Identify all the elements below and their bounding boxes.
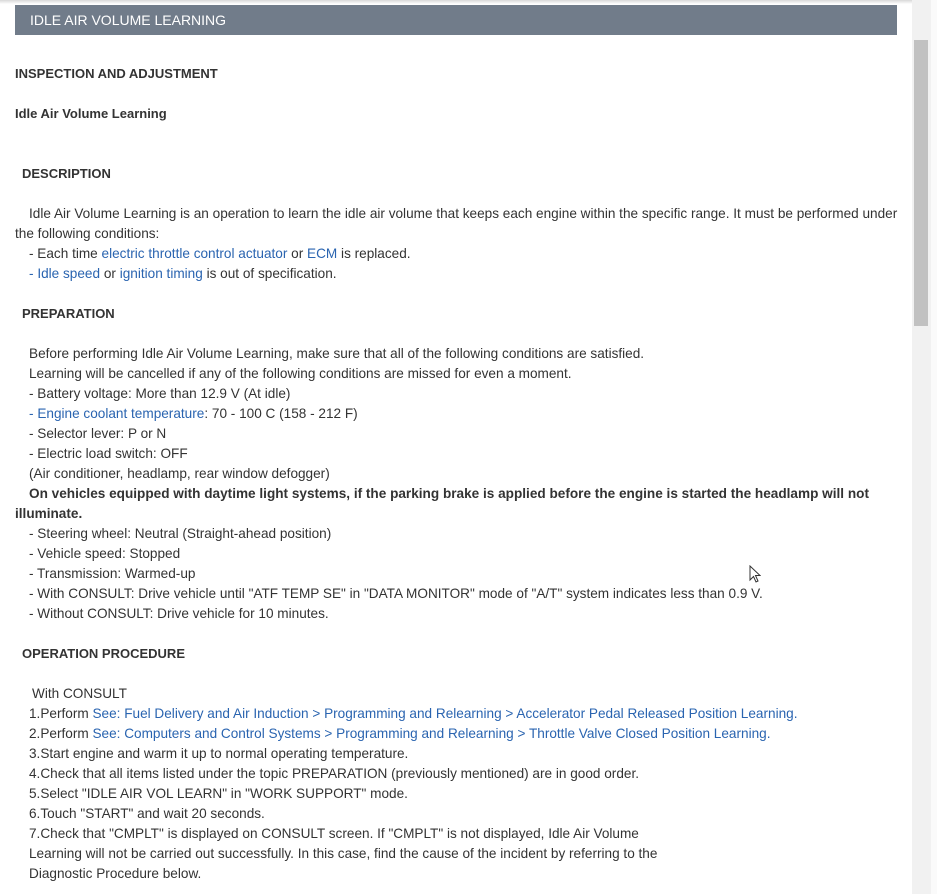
text-line (15, 364, 900, 384)
text-line (15, 444, 900, 464)
text-line (15, 344, 900, 364)
reference-link[interactable]: Engine coolant temperature (37, 406, 205, 421)
text-line (15, 864, 900, 884)
scrollbar-edge (931, 0, 937, 894)
section-heading (15, 304, 900, 324)
text-line (15, 484, 900, 524)
text-segment: (Air conditioner, headlamp, rear window defogger) (29, 466, 330, 481)
mouse-cursor-icon (749, 565, 761, 583)
text-line (15, 464, 900, 484)
text-line (15, 204, 900, 244)
text-segment: - With CONSULT: Drive vehicle until "ATF TEMP SE" in "DATA MONITOR" mode of "A/T" system indicates less than 0.9 V. (29, 586, 763, 601)
section-header (15, 5, 897, 35)
text-segment: 1.Perform (29, 706, 93, 721)
section-title: IDLE AIR VOLUME LEARNING (30, 12, 227, 28)
text-segment: Diagnostic Procedure below. (29, 866, 202, 881)
reference-link[interactable]: See: Computers and Control Systems > Programming and Relearning > Throttle Valve Closed Position Learning. (92, 726, 771, 741)
reference-link[interactable]: ignition timing (119, 266, 203, 281)
reference-link[interactable]: - (29, 406, 38, 421)
text-line (15, 424, 900, 444)
text-segment: Idle Air Volume Learning (15, 106, 167, 121)
text-segment: is out of specification. (202, 266, 337, 281)
text-segment: or (287, 246, 308, 261)
text-line (15, 244, 900, 264)
text-segment: Idle Air Volume Learning is an operation to learn the idle air volume that keeps each engine within the specific range. It must be performed under the following conditions: (15, 206, 898, 241)
vertical-scrollbar[interactable] (912, 0, 937, 894)
text-line (15, 524, 900, 544)
text-segment: Learning will be cancelled if any of the following conditions are missed for even a moment. (29, 366, 572, 381)
text-line (15, 604, 900, 624)
text-segment: : 70 - 100 C (158 - 212 F) (204, 406, 358, 421)
text-segment: or (100, 266, 120, 281)
top-shadow (0, 0, 912, 4)
reference-link[interactable]: - (29, 266, 38, 281)
text-segment: - Each time (29, 246, 102, 261)
text-line (15, 264, 900, 284)
text-line (15, 544, 900, 564)
text-segment: OPERATION PROCEDURE (22, 646, 185, 661)
text-line (15, 824, 900, 844)
text-segment: With CONSULT (32, 686, 127, 701)
text-segment: - Steering wheel: Neutral (Straight-ahead position) (29, 526, 332, 541)
text-segment: INSPECTION AND ADJUSTMENT (15, 66, 218, 81)
text-segment: 4.Check that all items listed under the topic PREPARATION (previously mentioned) are in good order. (29, 766, 639, 781)
text-segment: 3.Start engine and warm it up to normal operating temperature. (29, 746, 409, 761)
reference-link[interactable]: electric throttle control actuator (101, 246, 288, 261)
text-line (15, 764, 900, 784)
text-line (15, 804, 900, 824)
section-heading (15, 164, 900, 184)
text-segment: - Electric load switch: OFF (29, 446, 188, 461)
text-segment: Before performing Idle Air Volume Learning, make sure that all of the following conditions are satisfied. (29, 346, 645, 361)
article-content (15, 64, 900, 884)
text-segment: 7.Check that "CMPLT" is displayed on CONSULT screen. If "CMPLT" is not displayed, Idle Air Volume (29, 826, 639, 841)
text-line (15, 744, 900, 764)
text-segment: DESCRIPTION (22, 166, 111, 181)
text-line (15, 684, 900, 704)
reference-link[interactable]: ECM (307, 246, 338, 261)
reference-link[interactable]: See: Fuel Delivery and Air Induction > Programming and Relearning > Accelerator Pedal Released Position Learning. (92, 706, 798, 721)
text-segment: - Selector lever: P or N (29, 426, 167, 441)
text-line (15, 724, 900, 744)
text-segment: - Transmission: Warmed-up (29, 566, 196, 581)
reference-link[interactable]: Idle speed (37, 266, 101, 281)
text-segment: 5.Select "IDLE AIR VOL LEARN" in "WORK SUPPORT" mode. (29, 786, 408, 801)
text-line (15, 584, 900, 604)
text-line (15, 564, 900, 584)
text-segment: On vehicles equipped with daytime light systems, if the parking brake is applied before the engine is started the headlamp will not illuminate. (15, 486, 869, 521)
text-line (15, 404, 900, 424)
text-segment: - Without CONSULT: Drive vehicle for 10 minutes. (29, 606, 329, 621)
text-line (15, 384, 900, 404)
text-line (15, 784, 900, 804)
section-heading (15, 64, 900, 84)
text-segment: Learning will not be carried out successfully. In this case, find the cause of the incident by referring to the (29, 846, 658, 861)
text-segment: PREPARATION (22, 306, 115, 321)
text-segment: - Battery voltage: More than 12.9 V (At idle) (29, 386, 291, 401)
text-segment: is replaced. (337, 246, 411, 261)
text-segment: - Vehicle speed: Stopped (29, 546, 181, 561)
text-segment: 6.Touch "START" and wait 20 seconds. (29, 806, 265, 821)
section-heading (15, 644, 900, 664)
text-segment: 2.Perform (29, 726, 93, 741)
text-line (15, 704, 900, 724)
text-line (15, 844, 900, 864)
scrollbar-thumb[interactable] (914, 40, 928, 326)
section-heading (15, 104, 900, 124)
